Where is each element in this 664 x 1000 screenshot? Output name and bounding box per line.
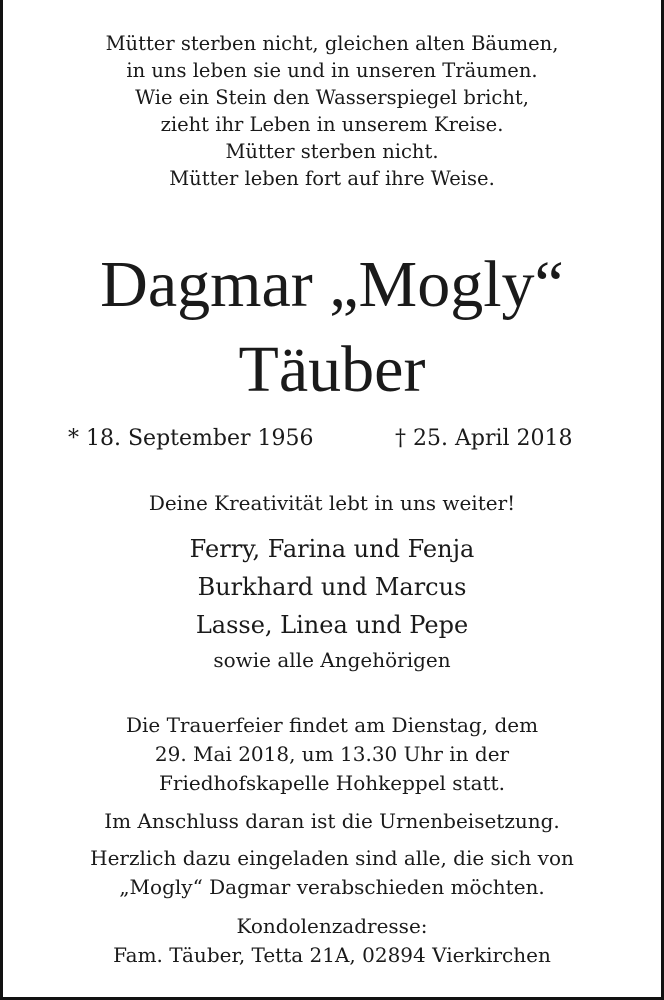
- deceased-name-first: Dagmar „Mogly“: [100, 248, 564, 321]
- invitation: [0, 844, 664, 902]
- family-members: [0, 530, 664, 644]
- condolence-address-line: Fam. Täuber, Tetta 21A, 02894 Vierkirchen: [113, 943, 551, 967]
- funeral-line: 29. Mai 2018, um 13.30 Uhr in der: [154, 742, 510, 766]
- invite-line: Herzlich dazu eingeladen sind alle, die sich von: [90, 846, 574, 870]
- invite-line: „Mogly“ Dagmar verabschieden möchten.: [119, 875, 545, 899]
- death-date: † 25. April 2018: [395, 426, 573, 451]
- poem-line: in uns leben sie und in unseren Träumen.: [126, 59, 538, 82]
- funeral-line: Die Trauerfeier findet am Dienstag, dem: [125, 713, 539, 737]
- family-line: Lasse, Linea und Pepe: [195, 611, 469, 639]
- poem-line: Mütter leben fort auf ihre Weise.: [169, 167, 495, 190]
- family-line: Burkhard und Marcus: [197, 573, 467, 601]
- relatives-line: sowie alle Angehörigen: [213, 648, 451, 672]
- urn-line: Im Anschluss daran ist die Urnenbeisetzung.: [104, 809, 560, 833]
- memorial-poem: [0, 30, 664, 192]
- poem-line: Mütter sterben nicht, gleichen alten Bäumen,: [105, 32, 559, 55]
- funeral-line: Friedhofskapelle Hohkeppel statt.: [159, 771, 505, 795]
- condolence-address: [0, 912, 664, 970]
- deceased-name-last: Täuber: [238, 333, 426, 406]
- birth-date: * 18. September 1956: [68, 426, 314, 451]
- poem-line: Mütter sterben nicht.: [225, 140, 439, 163]
- condolence-label: Kondolenzadresse:: [236, 914, 428, 938]
- family-line: Ferry, Farina und Fenja: [189, 535, 475, 563]
- poem-line: zieht ihr Leben in unserem Kreise.: [160, 113, 504, 136]
- poem-line: Wie ein Stein den Wasserspiegel bricht,: [135, 86, 529, 109]
- motto-line: Deine Kreativität lebt in uns weiter!: [148, 491, 516, 515]
- funeral-details: [0, 711, 664, 798]
- urn-burial-note: [0, 807, 664, 836]
